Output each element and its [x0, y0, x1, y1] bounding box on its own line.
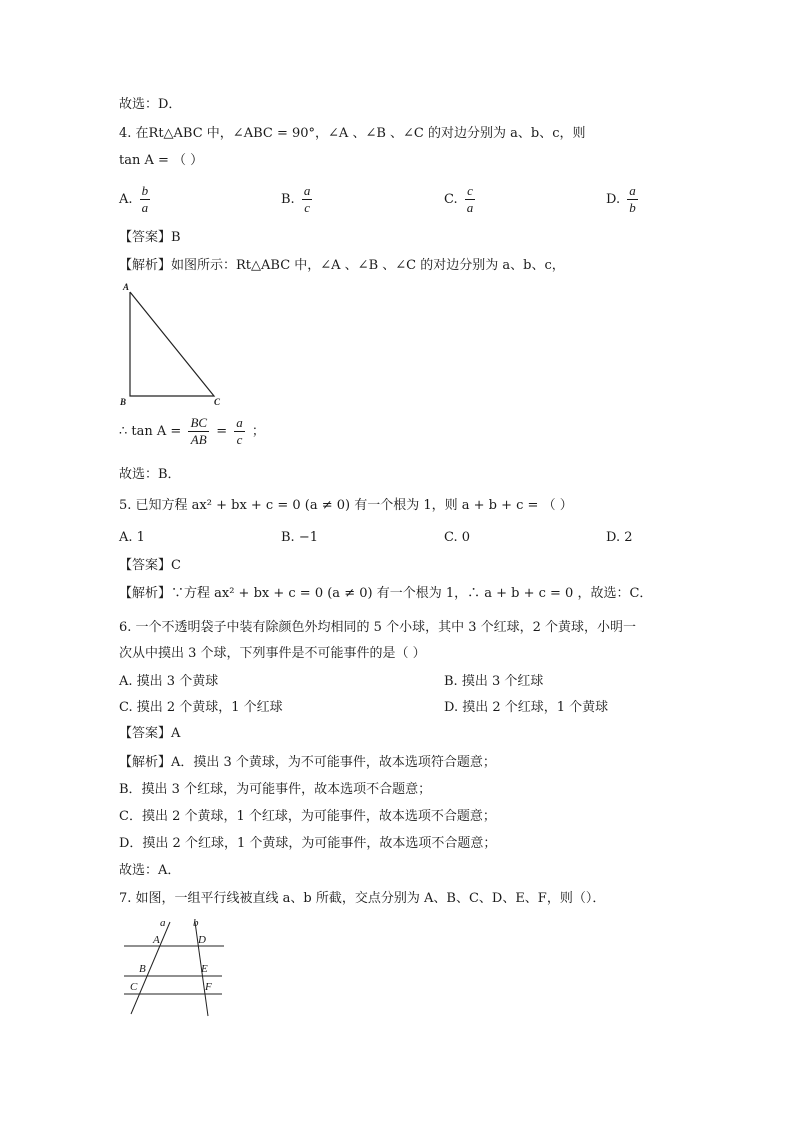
q6-stem-line2: 次从中摸出 3 个球，下列事件是不可能事件的是（ ）	[119, 646, 426, 661]
q4-conclusion: 故选：B．	[119, 467, 181, 482]
q4-stem-line1: 4. 在Rt△ABC 中，∠ABC = 90°，∠A 、∠B 、∠C 的对边分别为 a、b、c，则	[119, 126, 586, 141]
triangle-label-a: A	[123, 282, 130, 292]
fig7-label-a: a	[160, 917, 166, 929]
fig7-label-b: b	[193, 917, 199, 929]
q6-option-b: B. 摸出 3 个红球	[444, 674, 544, 689]
fig7-label-upper-b: B	[139, 963, 146, 975]
fig7-label-f: F	[205, 981, 212, 993]
fig7-label-c: C	[130, 981, 138, 993]
q4-option-d: D. $\frac{a}{b}$	[606, 183, 636, 215]
q4-option-c: C. $\frac{c}{a}$	[444, 183, 474, 215]
q4-option-a: A. $\frac{b}{a}$	[119, 183, 149, 215]
q4-stem-line2: tan A = （ ）	[119, 153, 204, 168]
q5-analysis: 【解析】∵方程 ax² + bx + c = 0 (a ≠ 0) 有一个根为 1，∴ a + b + c = 0 ，故选：C．	[119, 586, 653, 601]
q6-analysis-line2: B．摸出 3 个红球，为可能事件，故本选项不合题意；	[119, 782, 432, 797]
transversal-a	[131, 922, 170, 1014]
q5-answer: 【答案】C	[119, 558, 181, 573]
triangle-figure	[118, 282, 228, 407]
q4-analysis: 【解析】如图所示：Rt△ABC 中，∠A 、∠B 、∠C 的对边分别为 a、b、c，	[119, 258, 565, 273]
q5-option-b: B. −1	[281, 530, 318, 545]
triangle-label-c: C	[214, 397, 221, 407]
parallel-lines-figure	[118, 915, 233, 1020]
q5-stem: 5. 已知方程 ax² + bx + c = 0 (a ≠ 0) 有一个根为 1，则 a + b + c = （ ）	[119, 498, 573, 513]
q5-option-c: C. 0	[444, 530, 471, 545]
q6-stem-line1: 6. 一个不透明袋子中装有除颜色外均相同的 5 个小球，其中 3 个红球，2 个黄球，小明一	[119, 620, 637, 635]
triangle-label-b: B	[120, 397, 127, 407]
fig7-label-upper-a: A	[153, 934, 160, 946]
q6-analysis-line1: 【解析】A．摸出 3 个黄球，为不可能事件，故本选项符合题意；	[119, 755, 496, 770]
q6-option-d: D. 摸出 2 个红球，1 个黄球	[444, 700, 609, 715]
fig7-label-e: E	[201, 963, 208, 975]
q6-option-a: A. 摸出 3 个黄球	[119, 674, 219, 689]
q6-analysis-line4: D．摸出 2 个红球，1 个黄球，为可能事件，故本选项不合题意；	[119, 836, 497, 851]
q6-conclusion: 故选：A．	[119, 863, 181, 878]
q6-option-c: C. 摸出 2 个黄球，1 个红球	[119, 700, 283, 715]
q5-option-a: A. 1	[119, 530, 145, 545]
q6-analysis-line3: C．摸出 2 个黄球，1 个红球，为可能事件，故本选项不合题意；	[119, 809, 496, 824]
triangle-lines	[130, 292, 214, 396]
q6-answer: 【答案】A	[119, 726, 181, 741]
fig7-label-d: D	[198, 934, 206, 946]
q4-option-b: B. $\frac{a}{c}$	[281, 183, 311, 215]
previous-conclusion: 故选：D．	[119, 97, 182, 112]
q4-answer: 【答案】B	[119, 230, 181, 245]
q5-option-d: D. 2	[606, 530, 633, 545]
q4-formula: ∴ tan A = $\frac{BC}{AB}$ = $\frac{a}{c}$ ；	[119, 415, 265, 447]
q7-stem: 7. 如图，一组平行线被直线 a、b 所截，交点分别为 A、B、C、D、E、F，则（）．	[119, 891, 606, 906]
